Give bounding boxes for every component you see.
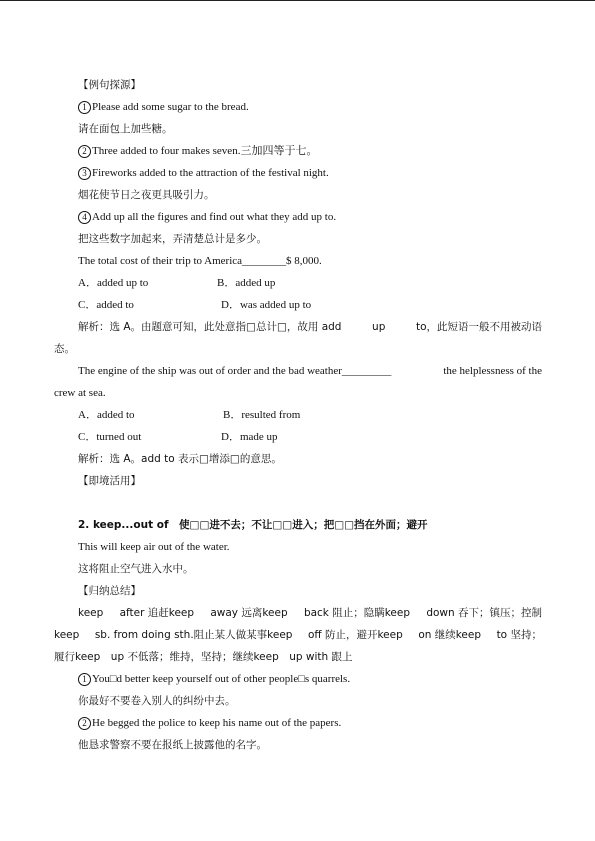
circled-number: 2 <box>78 717 91 730</box>
answer-options <box>78 298 312 312</box>
section-heading-practice: 【即境活用】 <box>78 475 141 487</box>
example-sentence: 3 Fireworks added to the attraction of the festival night. <box>78 166 329 180</box>
circled-number: 4 <box>78 211 91 224</box>
example-sentence: 1 Please add some sugar to the bread. <box>78 100 249 114</box>
example-translation: 这将阻止空气进入水中。 <box>78 563 194 575</box>
explanation: 解析：选 A。add to 表示□增添□的意思。 <box>78 453 282 465</box>
circled-number: 3 <box>78 167 91 180</box>
circled-number: 1 <box>78 673 91 686</box>
exercise-question: The total cost of their trip to America________$ 8,000. <box>78 255 322 267</box>
circled-number: 1 <box>78 101 91 114</box>
section-heading-summary: 【归纳总结】 <box>78 585 141 597</box>
section-heading-examples: 【例句探源】 <box>78 79 141 91</box>
option-b[interactable]: B．added up <box>217 277 276 289</box>
option-a[interactable]: A．added to <box>78 409 135 421</box>
summary-line: 履行keep up 不低落；维持，坚持；继续keep up with 跟上 <box>54 651 353 663</box>
option-d[interactable]: D．was added up to <box>221 299 312 311</box>
example-translation: 你最好不要卷入别人的纠纷中去。 <box>78 695 236 707</box>
summary-line: keep sb. from doing sth.阻止某人做某事keep off 防止，避开keep on 继续keep to 坚持； <box>54 629 542 641</box>
example-translation: 把这些数字加起来，弄清楚总计是多少。 <box>78 233 267 245</box>
example-sentence: 1 You□d better keep yourself out of other people□s quarrels. <box>78 672 350 686</box>
answer-options <box>78 276 276 290</box>
option-c[interactable]: C．added to <box>78 299 134 311</box>
option-c[interactable]: C．turned out <box>78 431 142 443</box>
summary-line: keep after 追赶keep away 远离keep back 阻止；隐瞒keep down 吞下；镇压；控制 <box>78 607 542 619</box>
example-sentence: This will keep air out of the water. <box>78 541 230 553</box>
example-translation: 请在面包上加些糖。 <box>78 123 173 135</box>
example-sentence: 4 Add up all the figures and find out what they add up to. <box>78 210 336 224</box>
explanation-continued: 态。 <box>54 343 75 355</box>
circled-number: 2 <box>78 145 91 158</box>
exercise-question: The engine of the ship was out of order and the bad weather_________ the helplessness of the <box>78 365 542 377</box>
exercise-question-continued: crew at sea. <box>54 387 106 399</box>
answer-options <box>78 430 278 444</box>
example-translation: 他恳求警察不要在报纸上披露他的名字。 <box>78 739 267 751</box>
example-translation: 烟花使节日之夜更具吸引力。 <box>78 189 215 201</box>
option-b[interactable]: B．resulted from <box>223 409 301 421</box>
answer-options <box>78 408 301 422</box>
option-a[interactable]: A．added up to <box>78 277 149 289</box>
option-d[interactable]: D．made up <box>221 431 278 443</box>
example-sentence: 2 He begged the police to keep his name out of the papers. <box>78 716 341 730</box>
top-rule <box>0 0 595 1</box>
phrase-heading: 2. keep...out of 使□□进不去；不让□□进入；把□□挡在外面；避开 <box>78 519 428 531</box>
explanation: 解析：选 A。由题意可知，此处意指□总计□，故用 add up to，此短语一般不用被动语 <box>78 321 542 333</box>
example-sentence: 2 Three added to four makes seven.三加四等于七。 <box>78 144 317 158</box>
